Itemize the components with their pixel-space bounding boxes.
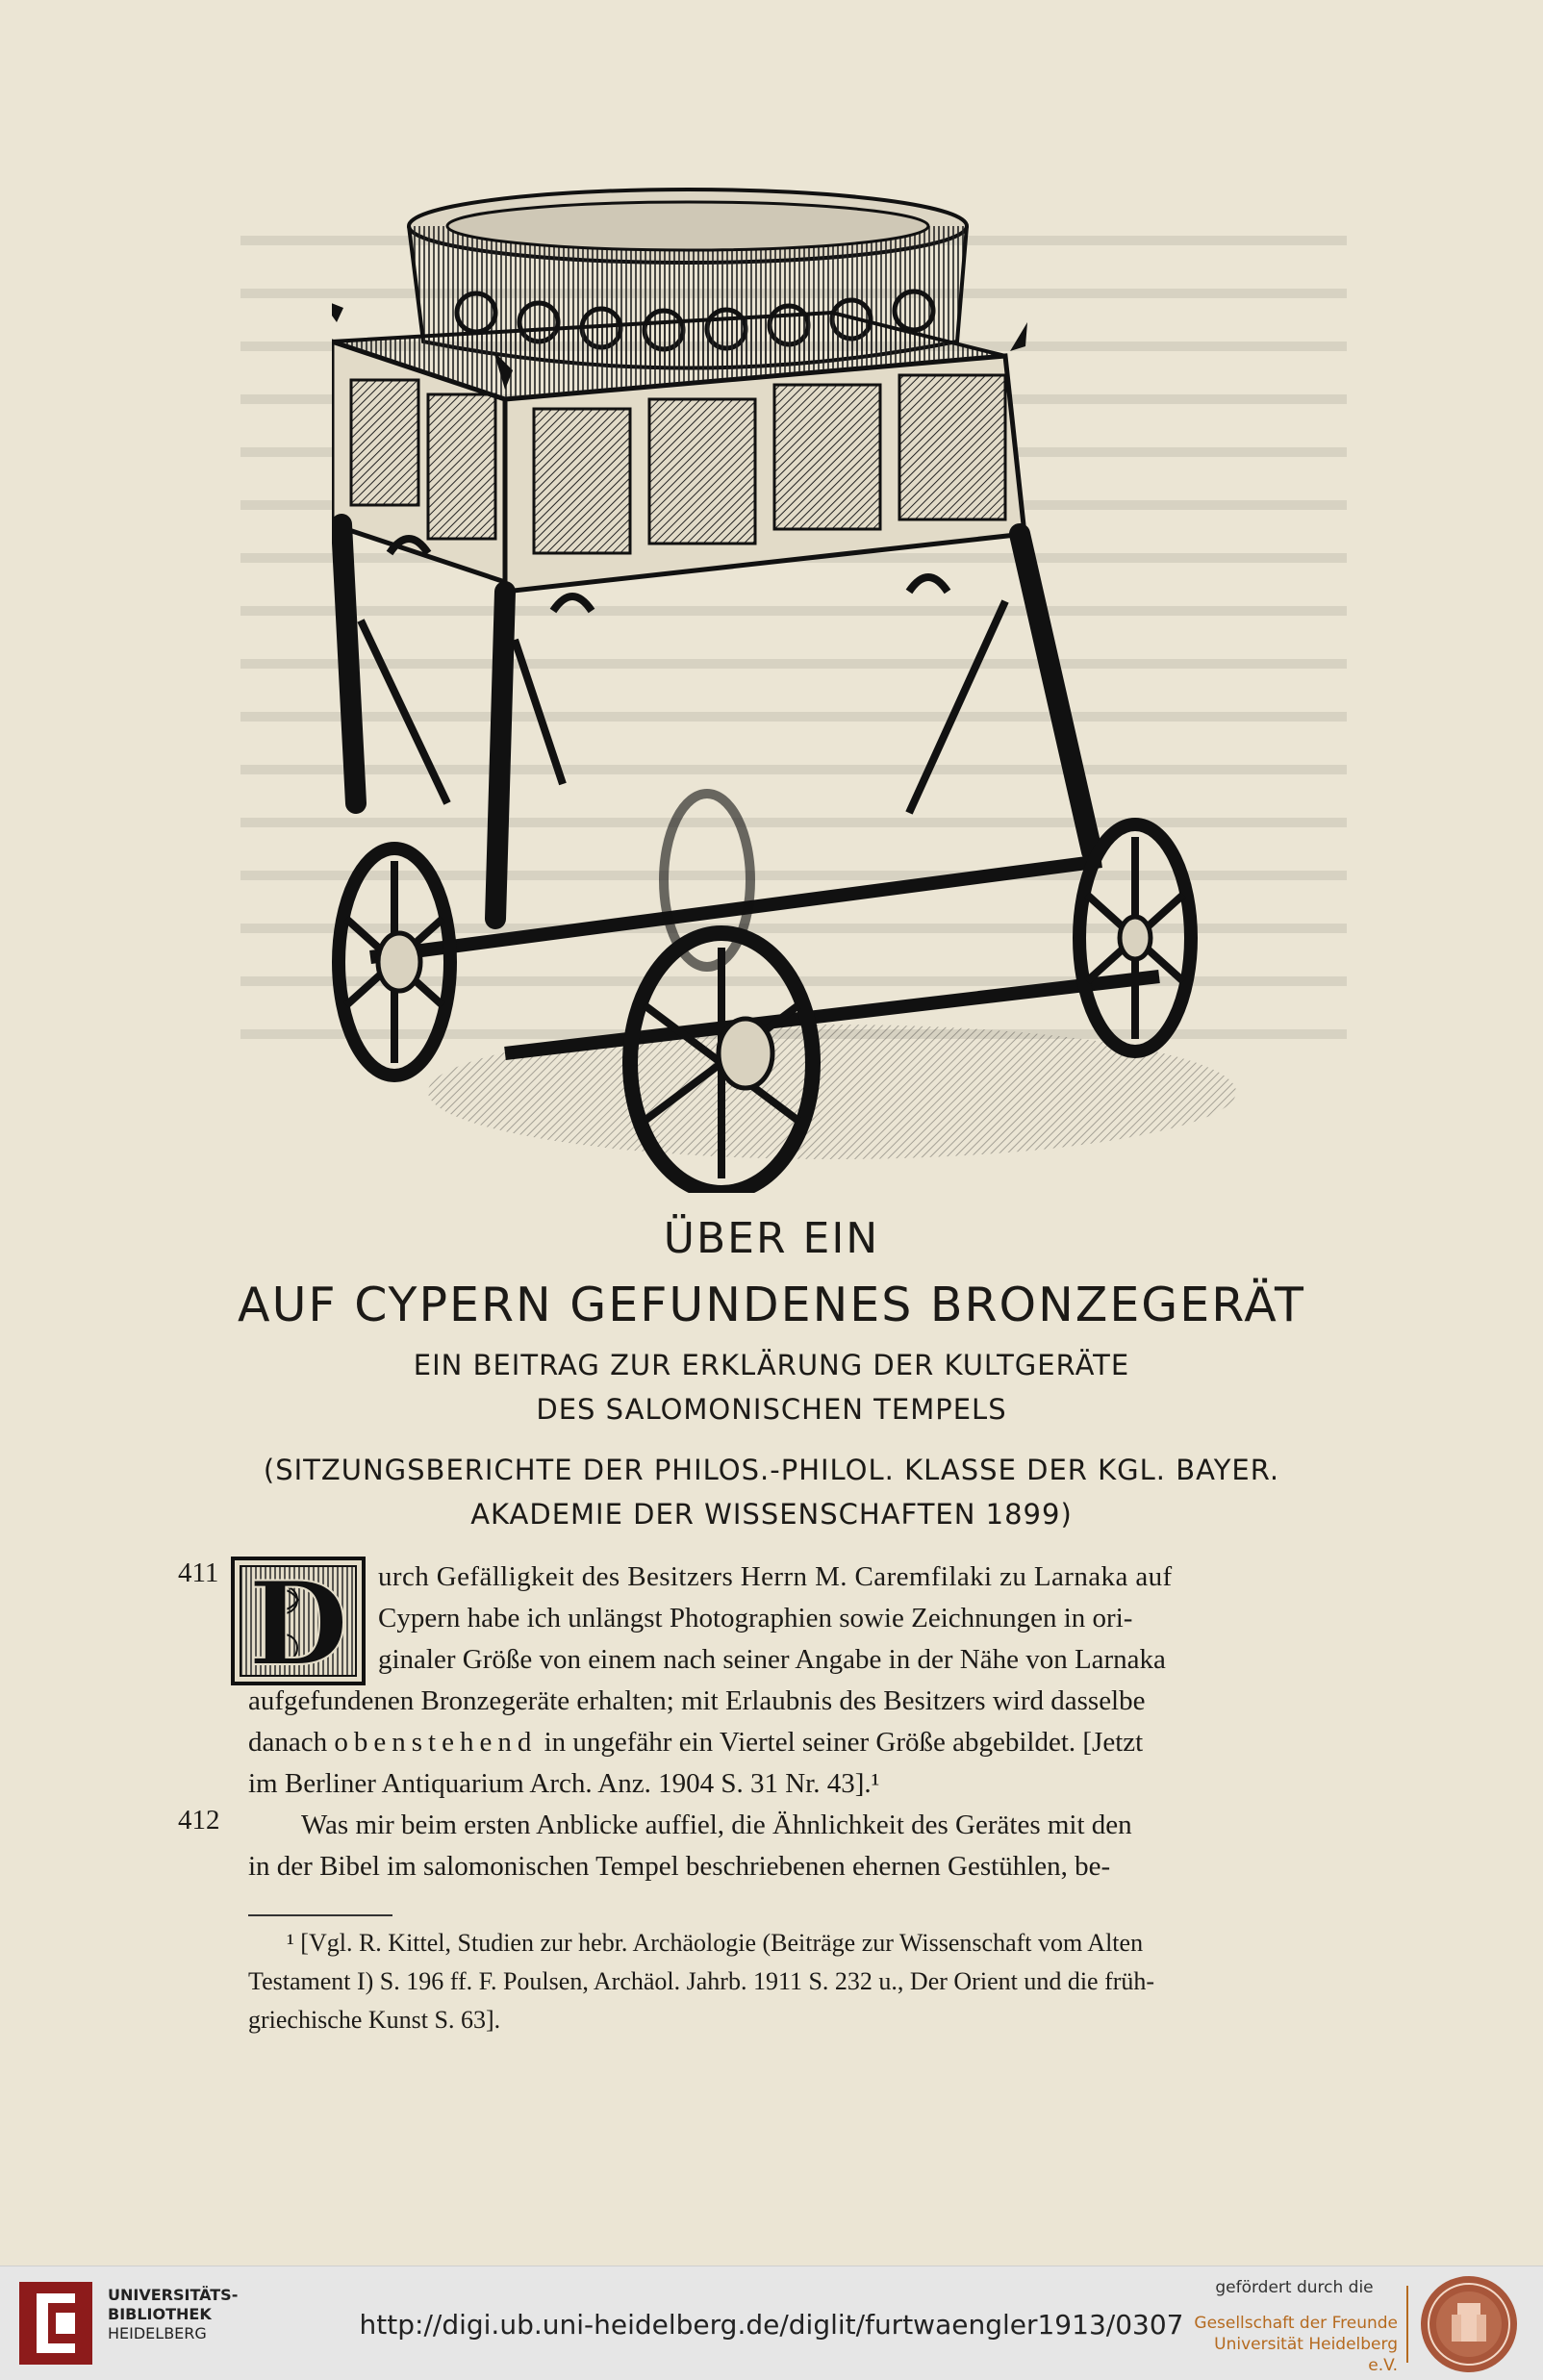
paragraph-1-line-5 <box>248 1722 1143 1763</box>
paragraph-1-line-5-start: danach <box>248 1727 328 1758</box>
subtitle-line-1: EIN BEITRAG ZUR ERKLÄRUNG DER KULTGERÄTE <box>413 1349 1130 1381</box>
sponsor-block <box>1191 2278 1398 2376</box>
title-line-1: ÜBER EIN <box>663 1214 880 1263</box>
spaced-word-obenstehend: obenstehend <box>334 1727 538 1758</box>
digitization-footer <box>0 2266 1543 2380</box>
source-note-line-1: (SITZUNGSBERICHTE DER PHILOS.-PHILOL. KLASSE DER KGL. BAYER. <box>263 1454 1280 1486</box>
permalink-url[interactable]: http://digi.ub.uni-heidelberg.de/diglit/furtwaengler1913/0307 <box>359 2309 1184 2341</box>
source-note-line-2: AKADEMIE DER WISSENSCHAFTEN 1899) <box>470 1498 1073 1531</box>
library-name-line-3: HEIDELBERG <box>108 2324 207 2342</box>
subtitle-line-2: DES SALOMONISCHEN TEMPELS <box>536 1393 1007 1426</box>
library-name-line-1: UNIVERSITÄTS- <box>108 2286 239 2304</box>
decorated-initial <box>231 1557 366 1685</box>
university-seal-icon <box>1419 2274 1519 2374</box>
society-name-line-1: Gesellschaft der Freunde <box>1194 2314 1398 2333</box>
paragraph-1-line-3: ginaler Größe von einem nach seiner Angabe in der Nähe von Larnaka <box>378 1644 1166 1675</box>
sponsor-divider <box>1406 2286 1408 2363</box>
margin-page-number-412: 412 <box>178 1805 220 1836</box>
footnote-rule <box>248 1914 392 1916</box>
paragraph-1-line-4: aufgefundenen Bronzegeräte erhalten; mit Erlaubnis des Besitzers wird dasselbe <box>248 1685 1146 1716</box>
society-name-line-2: Universität Heidelberg e.V. <box>1214 2335 1398 2375</box>
paragraph-1-line-6: im Berliner Antiquarium Arch. Anz. 1904 S. 31 Nr. 43].¹ <box>248 1768 880 1799</box>
paragraph-2-line-2: in der Bibel im salomonischen Tempel beschriebenen ehernen Gestühlen, be- <box>248 1851 1111 1882</box>
initial-letter: D <box>247 1557 349 1685</box>
paragraph-1-line-5-end: in ungefähr ein Viertel seiner Größe abgebildet. [Jetzt <box>544 1727 1144 1758</box>
title-line-2: AUF CYPERN GEFUNDENES BRONZEGERÄT <box>238 1278 1305 1332</box>
margin-page-number-411: 411 <box>178 1557 219 1588</box>
paragraph-1-line-1: urch Gefälligkeit des Besitzers Herrn M. Caremfilaki zu Larnaka auf <box>378 1561 1173 1592</box>
paragraph-2-line-1: Was mir beim ersten Anblicke auffiel, die Ähnlichkeit des Gerätes mit den <box>301 1810 1132 1840</box>
library-name-line-2: BIBLIOTHEK <box>108 2305 212 2323</box>
bronze-stand-illustration <box>332 188 1313 1193</box>
paragraph-1-line-2: Cypern habe ich unlängst Photographien sowie Zeichnungen in ori- <box>378 1603 1133 1633</box>
society-name <box>1191 2313 1398 2376</box>
sponsor-prefix: gefördert durch die <box>1215 2278 1374 2297</box>
footnote-line-1: ¹ [Vgl. R. Kittel, Studien zur hebr. Archäologie (Beiträge zur Wissenschaft vom Alten <box>287 1929 1144 1957</box>
footnote-line-3: griechische Kunst S. 63]. <box>248 2006 501 2034</box>
footnote-line-2: Testament I) S. 196 ff. F. Poulsen, Archäol. Jahrb. 1911 S. 232 u., Der Orient und die früh- <box>248 1967 1155 1995</box>
